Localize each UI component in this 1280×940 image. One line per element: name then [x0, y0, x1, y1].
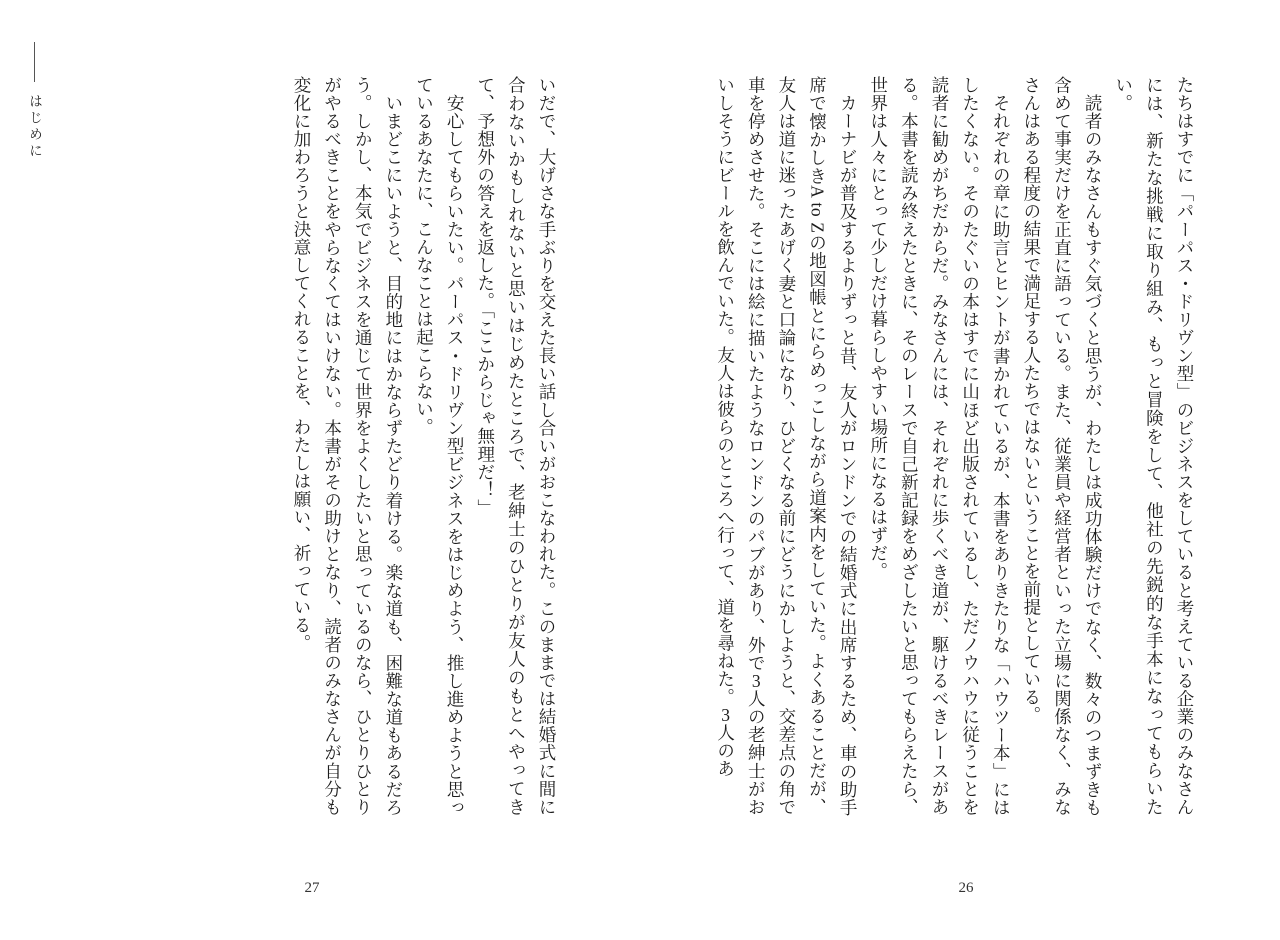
paragraph: 安心してもらいたい。パーパス・ドリヴン型ビジネスをはじめよう、推し進めようと思っているあなたに、こんなことは起こらない。	[414, 76, 466, 816]
page-right-text	[640, 76, 1200, 816]
paragraph: たちはすでに「パーパス・ドリヴン型」のビジネスをしていると考えている企業のみなさんには、新たな挑戦に取り組み、もっと冒険をして、他社の先鋭的な手本になってもらいたい。	[1113, 76, 1195, 816]
page-left	[2, 76, 562, 816]
paragraph: カーナビが普及するよりずっと昔、友人がロンドンでの結婚式に出席するため、車の助手席で懐かしきA to Zの地図帳とにらめっこしながら道案内をしていた。よくあることだが、友人は道に迷ったあげく妻と口論になり、ひどくなる前にどうにかしようと、交差点の角で車を停めさせた。そこには絵に描いたようなロンドンのパブがあり、外で3人の老紳士がおいしそうにビールを飲んでいた。友人は彼らのところへ行って、道を尋ねた。3人のあ	[715, 76, 859, 816]
page-number-left: 27	[304, 880, 320, 896]
paragraph: いだで、大げさな手ぶりを交えた長い話し合いがおこなわれた。このままでは結婚式に間に合わないかもしれないと思いはじめたところで、老紳士のひとりが友人のもとへやってきて、予想外の答えを返した。「ここからじゃ無理だ！」	[475, 76, 557, 816]
paragraph: それぞれの章に助言とヒントが書かれているが、本書をありきたりな「ハウツー本」にはしたくない。そのたぐいの本はすでに山ほど出版されているし、ただノウハウに従うことを読者に勧めがちだからだ。みなさんには、それぞれに歩くべき道が、駆けるべきレースがある。本書を読み終えたときに、そのレースで自己新記録をめざしたいと思ってもらえたら、世界は人々にとって少しだけ暮らしやすい場所になるはずだ。	[868, 76, 1012, 816]
page-left-text	[2, 76, 562, 816]
page-right	[640, 76, 1200, 816]
paragraph: 読者のみなさんもすぐ気づくと思うが、わたしは成功体験だけでなく、数々のつまずきも含めて事実だけを正直に語っている。また、従業員や経営者といった立場に関係なく、みなさんはある程度の結果で満足する人たちではないということを前提としている。	[1021, 76, 1104, 816]
paragraph: いまどこにいようと、目的地にはかならずたどり着ける。楽な道も、困難な道もあるだろう。しかし、本気でビジネスを通じて世界をよくしたいと思っているのなら、ひとりひとりがやるべきことをやらなくてはいけない。本書がその助けとなり、読者のみなさんが自分も変化に加わろうと決意してくれることを、わたしは願い、祈っている。	[292, 76, 404, 816]
page-number-right: 26	[958, 880, 974, 896]
chapter-title: はじめに	[27, 94, 42, 160]
